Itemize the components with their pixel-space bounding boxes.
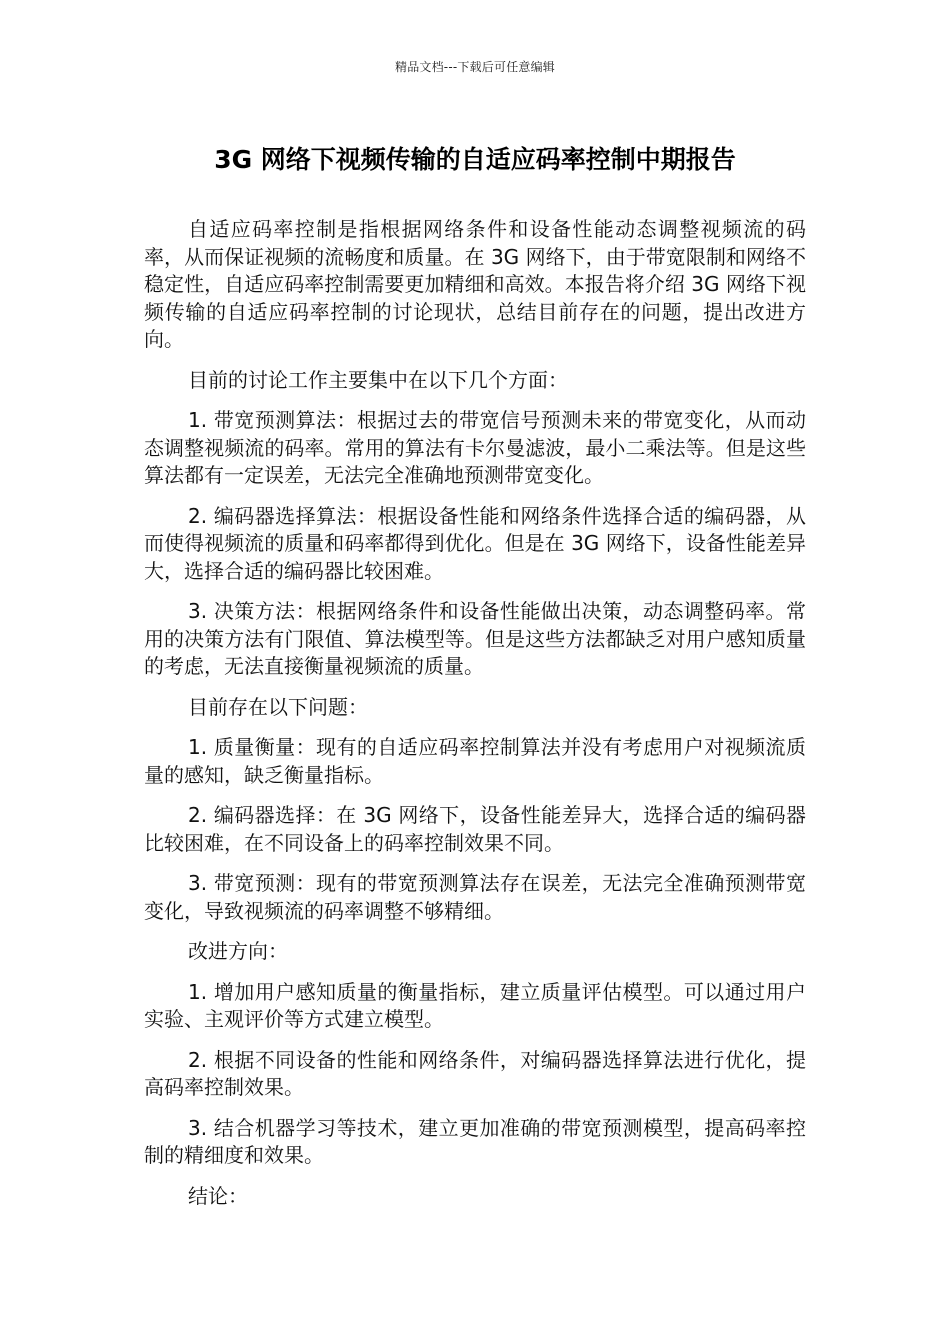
paragraph-research-item-2: 2. 编码器选择算法：根据设备性能和网络条件选择合适的编码器，从而使得视频流的质量和码率都得到优化。但是在 3G 网络下，设备性能差异大，选择合适的编码器比较困难。 (144, 503, 806, 583)
paragraph-improvement-item-1: 1. 增加用户感知质量的衡量指标，建立质量评估模型。可以通过用户实验、主观评价等方式建立模型。 (144, 979, 806, 1031)
paragraph-intro: 自适应码率控制是指根据网络条件和设备性能动态调整视频流的码率，从而保证视频的流畅度和质量。在 3G 网络下，由于带宽限制和网络不稳定性，自适应码率控制需要更加精细和高效。本报告将介绍 3G 网络下视频传输的自适应码率控制的讨论现状，总结目前存在的问题，提出改进方向。 (144, 217, 806, 351)
header-note: 精品文档---下载后可任意编辑 (395, 60, 555, 74)
paragraph-conclusion-heading: 结论： (188, 1183, 248, 1208)
paragraph-improvement-item-3: 3. 结合机器学习等技术，建立更加准确的带宽预测模型，提高码率控制的精细度和效果。 (144, 1115, 806, 1167)
paragraph-problem-item-1: 1. 质量衡量：现有的自适应码率控制算法并没有考虑用户对视频流质量的感知，缺乏衡量指标。 (144, 735, 806, 787)
document-body (144, 216, 806, 1223)
document-title: 3G 网络下视频传输的自适应码率控制中期报告 (214, 145, 736, 174)
paragraph-improvement-heading: 改进方向： (188, 939, 288, 963)
paragraph-problem-item-3: 3. 带宽预测：现有的带宽预测算法存在误差，无法完全准确预测带宽变化，导致视频流的码率调整不够精细。 (144, 871, 806, 923)
paragraph-research-heading: 目前的讨论工作主要集中在以下几个方面： (188, 367, 568, 392)
paragraph-improvement-item-2: 2. 根据不同设备的性能和网络条件，对编码器选择算法进行优化，提高码率控制效果。 (144, 1047, 806, 1099)
paragraph-research-item-3: 3. 决策方法：根据网络条件和设备性能做出决策，动态调整码率。常用的决策方法有门限值、算法模型等。但是这些方法都缺乏对用户感知质量的考虑，无法直接衡量视频流的质量。 (144, 599, 806, 678)
paragraph-research-item-1: 1. 带宽预测算法：根据过去的带宽信号预测未来的带宽变化，从而动态调整视频流的码率。常用的算法有卡尔曼滤波，最小二乘法等。但是这些算法都有一定误差，无法完全准确地预测带宽变化。 (144, 408, 806, 487)
paragraph-problem-item-2: 2. 编码器选择：在 3G 网络下，设备性能差异大，选择合适的编码器比较困难，在不同设备上的码率控制效果不同。 (144, 803, 806, 855)
paragraph-problems-heading: 目前存在以下问题： (188, 694, 368, 719)
